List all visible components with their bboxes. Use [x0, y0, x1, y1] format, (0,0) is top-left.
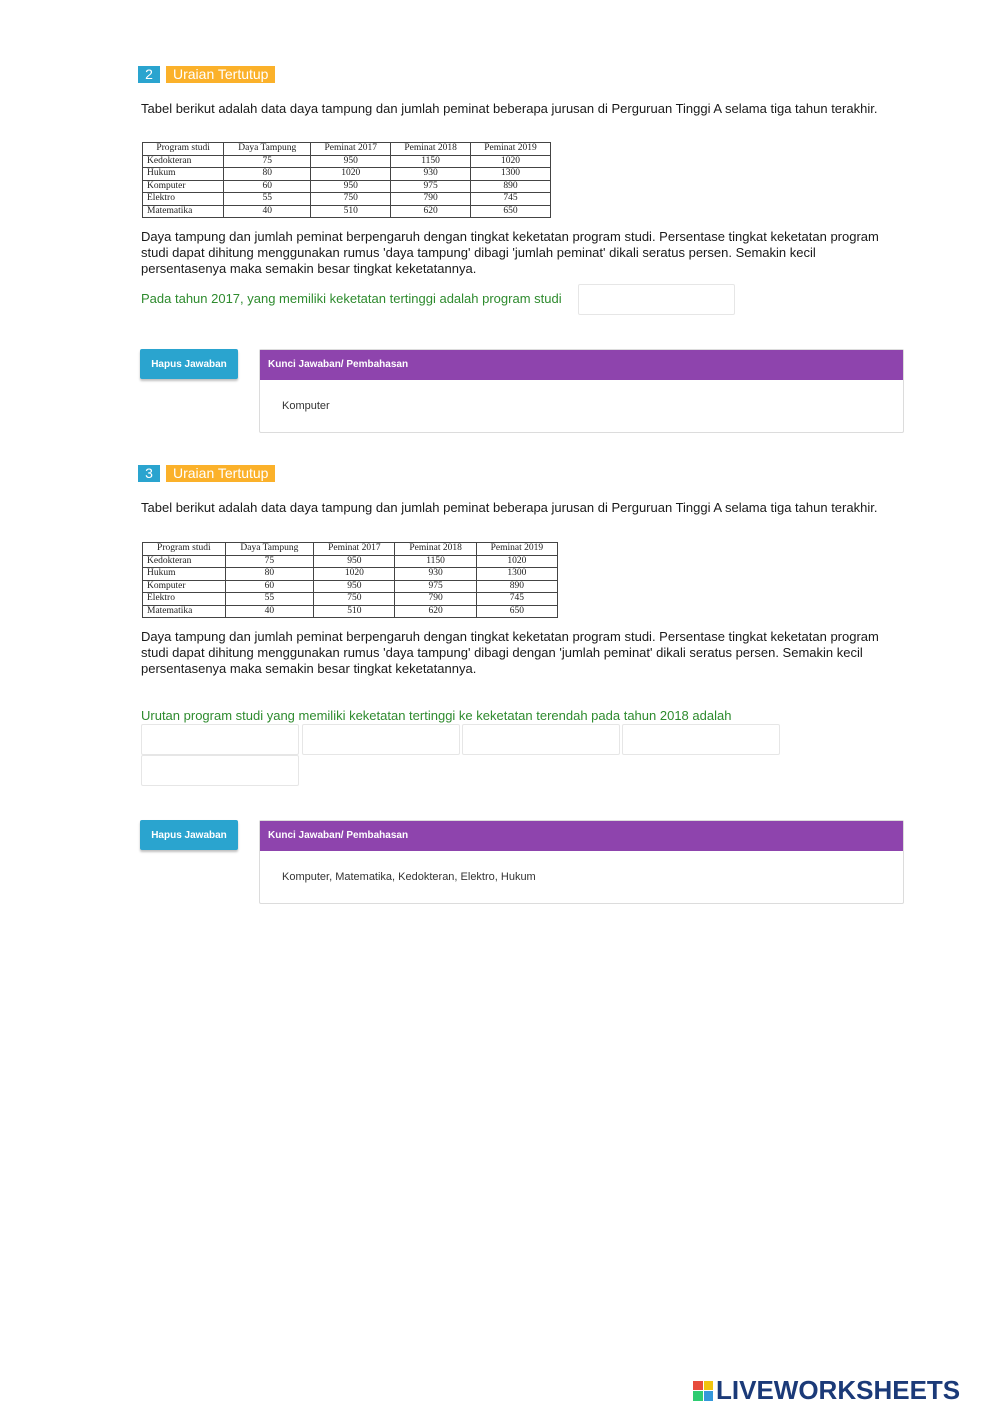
question-2-header	[138, 66, 275, 83]
column-header: Program studi	[143, 543, 226, 556]
table-cell: 975	[391, 180, 471, 193]
table-cell: 620	[395, 605, 476, 618]
table-cell: 745	[476, 593, 557, 606]
table-cell: Elektro	[143, 193, 224, 206]
answer-input-2[interactable]	[302, 724, 460, 755]
table-cell: 1300	[476, 568, 557, 581]
table-cell: 890	[471, 180, 551, 193]
column-header: Peminat 2017	[314, 543, 395, 556]
liveworksheets-brand	[693, 1375, 960, 1406]
table-cell: 40	[224, 205, 311, 218]
table-cell: 75	[225, 555, 314, 568]
question-2-prompt: Pada tahun 2017, yang memiliki keketatan tertinggi adalah program studi	[141, 291, 562, 306]
table-cell: 1150	[391, 155, 471, 168]
column-header: Peminat 2019	[476, 543, 557, 556]
column-header: Peminat 2017	[311, 143, 391, 156]
table-cell: 80	[225, 568, 314, 581]
question-2-explanation: Daya tampung dan jumlah peminat berpengaruh dengan tingkat keketatan program studi. Persentase tingkat keketatan program studi dapat dihitung menggunakan rumus 'daya tampung' dibagi 'jumlah peminat' dikali seratus persen. Semakin kecil persentasenya maka semakin besar tingkat keketatannya.	[141, 229, 879, 276]
answer-key-panel	[259, 349, 904, 433]
table-row	[143, 555, 558, 568]
table-cell: 890	[476, 580, 557, 593]
table-cell: 790	[395, 593, 476, 606]
table-cell: 55	[224, 193, 311, 206]
table-cell: 750	[314, 593, 395, 606]
answer-input-4[interactable]	[622, 724, 780, 755]
table-cell: Komputer	[143, 580, 226, 593]
table-cell: Hukum	[143, 568, 226, 581]
question-3-header	[138, 465, 275, 482]
table-row	[143, 568, 558, 581]
table-row	[143, 168, 551, 181]
table-cell: Hukum	[143, 168, 224, 181]
table-row	[143, 193, 551, 206]
table-cell: 1020	[314, 568, 395, 581]
answer-input[interactable]	[578, 284, 735, 315]
table-cell: 930	[395, 568, 476, 581]
table-cell: 745	[471, 193, 551, 206]
table-row	[143, 580, 558, 593]
question-2-intro: Tabel berikut adalah data daya tampung dan jumlah peminat beberapa jurusan di Perguruan Tinggi A selama tiga tahun terakhir.	[141, 101, 878, 116]
table-row	[143, 605, 558, 618]
question-type-badge: Uraian Tertutup	[166, 66, 275, 83]
table-cell: 930	[391, 168, 471, 181]
table-cell: 650	[476, 605, 557, 618]
question-type-badge: Uraian Tertutup	[166, 465, 275, 482]
brand-name: LIVEWORKSHEETS	[716, 1375, 961, 1405]
table-cell: 510	[314, 605, 395, 618]
table-cell: Kedokteran	[143, 155, 224, 168]
table-cell: 60	[224, 180, 311, 193]
answer-input-1[interactable]	[141, 724, 299, 755]
table-cell: 975	[395, 580, 476, 593]
answer-input-3[interactable]	[462, 724, 620, 755]
table-cell: 790	[391, 193, 471, 206]
answer-key-title: Kunci Jawaban/ Pembahasan	[260, 350, 903, 380]
table-cell: Matematika	[143, 605, 226, 618]
table-row	[143, 155, 551, 168]
answer-key-text: Komputer, Matematika, Kedokteran, Elektro, Hukum	[282, 871, 536, 883]
table-cell: 1150	[395, 555, 476, 568]
table-cell: 620	[391, 205, 471, 218]
table-cell: 80	[224, 168, 311, 181]
table-cell: 40	[225, 605, 314, 618]
data-table	[142, 142, 551, 218]
question-number: 2	[138, 66, 160, 83]
answer-key-panel	[259, 820, 904, 904]
column-header: Daya Tampung	[225, 543, 314, 556]
table-cell: Komputer	[143, 180, 224, 193]
table-cell: 1300	[471, 168, 551, 181]
table-row	[143, 180, 551, 193]
table-cell: Kedokteran	[143, 555, 226, 568]
table-cell: 750	[311, 193, 391, 206]
question-3-explanation: Daya tampung dan jumlah peminat berpengaruh dengan tingkat keketatan program studi. Persentase tingkat keketatan program studi dapat dihitung menggunakan rumus 'daya tampung' dibagi dengan 'jumlah peminat' dikali seratus persen. Semakin kecil persentasenya maka semakin besar tingkat keketatannya.	[141, 629, 879, 676]
question-3-prompt: Urutan program studi yang memiliki keketatan tertinggi ke keketatan terendah pada tahun 2018 adalah	[141, 708, 732, 723]
table-cell: 55	[225, 593, 314, 606]
column-header: Daya Tampung	[224, 143, 311, 156]
clear-answer-button[interactable]: Hapus Jawaban	[140, 349, 238, 379]
question-number: 3	[138, 465, 160, 482]
column-header: Program studi	[143, 143, 224, 156]
column-header: Peminat 2018	[395, 543, 476, 556]
liveworksheets-logo-icon	[693, 1381, 713, 1401]
table-cell: Matematika	[143, 205, 224, 218]
answer-key-title: Kunci Jawaban/ Pembahasan	[260, 821, 903, 851]
table-header-row	[143, 143, 551, 156]
table-cell: 950	[311, 155, 391, 168]
column-header: Peminat 2018	[391, 143, 471, 156]
table-cell: 950	[314, 580, 395, 593]
table-row	[143, 593, 558, 606]
answer-key-text: Komputer	[282, 400, 330, 412]
table-cell: 60	[225, 580, 314, 593]
table-cell: 75	[224, 155, 311, 168]
data-table	[142, 542, 558, 618]
table-cell: 1020	[476, 555, 557, 568]
table-cell: 1020	[471, 155, 551, 168]
table-header-row	[143, 543, 558, 556]
table-cell: 510	[311, 205, 391, 218]
table-cell: 950	[311, 180, 391, 193]
table-cell: 650	[471, 205, 551, 218]
clear-answer-button[interactable]: Hapus Jawaban	[140, 820, 238, 850]
table-cell: 950	[314, 555, 395, 568]
table-row	[143, 205, 551, 218]
question-3-intro: Tabel berikut adalah data daya tampung dan jumlah peminat beberapa jurusan di Perguruan Tinggi A selama tiga tahun terakhir.	[141, 500, 878, 515]
table-cell: Elektro	[143, 593, 226, 606]
column-header: Peminat 2019	[471, 143, 551, 156]
answer-input-5[interactable]	[141, 755, 299, 786]
table-cell: 1020	[311, 168, 391, 181]
